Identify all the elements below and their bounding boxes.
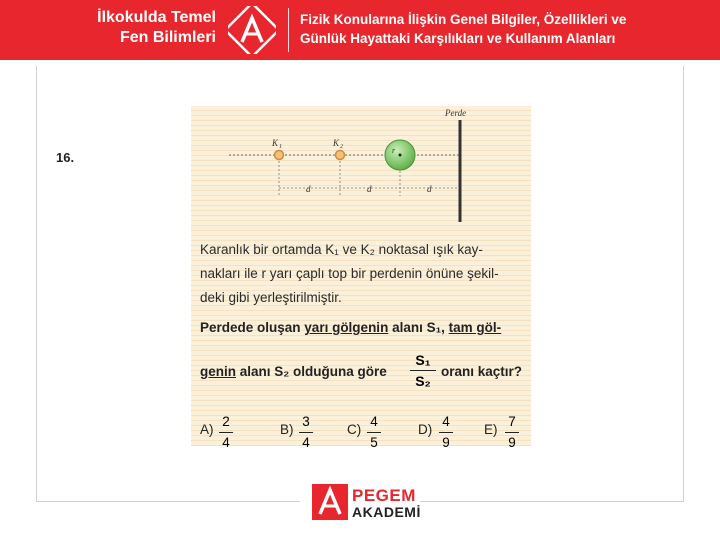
option-b-fraction [299,414,313,451]
option-a-num: 2 [222,414,230,429]
question-body-line2: nakları ile r yarı çaplı top bir perdenin önüne şekil- [200,266,499,281]
prompt-yari-golge: yarı gölgenin [304,320,389,335]
pegem-a-logo-icon [228,6,276,54]
option-c-fraction [367,414,381,451]
prompt-part-b: alanı S₂ olduğuna göre [236,364,387,379]
option-a-label: A) [200,422,214,437]
option-d-label: D) [418,422,433,437]
option-b-label: B) [280,422,294,437]
option-b-den: 4 [302,435,310,450]
radius-label: r [392,146,396,155]
option-d-den: 9 [442,435,450,450]
ball-center [399,154,402,157]
header-right-title-line1: Fizik Konularına İlişkin Genel Bilgiler, Özellikleri ve [300,12,627,27]
prompt-tam-golge: tam göl- [448,320,502,335]
prompt-part-c: alanı S₁, [388,320,449,335]
question-prompt-line2 [200,364,387,379]
option-c-den: 5 [370,435,378,450]
distance-d3: d [427,184,432,194]
frame-left-line [36,66,37,502]
option-c[interactable] [347,422,361,437]
header-left-title-line1: İlkokulda Temel [97,9,216,26]
header-divider [288,8,289,52]
header-left-title [96,8,216,48]
ratio-numerator: S₁ [415,352,431,368]
option-d[interactable] [418,422,432,437]
question-prompt-line1 [200,320,501,335]
pegem-a-logo-icon [312,484,348,520]
option-a[interactable] [200,422,214,437]
k1-label: K [272,138,279,148]
option-e-num: 7 [508,414,516,429]
footer-brand [312,484,421,524]
footer-brand-line2: AKADEMİ [352,504,421,520]
option-a-bar [219,432,233,433]
ratio-fraction [410,352,436,389]
header-right-title-line2: Günlük Hayattaki Karşılıkları ve Kullanım Alanları [300,31,616,46]
question-body [200,238,530,310]
option-e-bar [505,432,519,433]
option-d-fraction [439,414,453,451]
k1-light-source [275,151,284,160]
frame-bottom-right-line [420,501,684,502]
k2-sub: 2 [340,144,343,150]
prompt-part-a: Perdede oluşan [200,320,305,335]
option-e[interactable] [484,422,498,437]
distance-d2: d [367,184,372,194]
option-e-fraction [505,414,519,451]
header-bar [0,0,720,60]
option-e-den: 9 [508,435,516,450]
distance-d1: d [306,184,311,194]
option-d-num: 4 [442,414,450,429]
option-b-num: 3 [302,414,310,429]
k2-label: K [333,138,340,148]
question-body-line1: Karanlık bir ortamda K₁ ve K₂ noktasal ışık kay- [200,242,483,257]
option-d-bar [439,432,453,433]
option-c-num: 4 [370,414,378,429]
option-b-bar [299,432,313,433]
ratio-denominator: S₂ [415,373,431,389]
frame-bottom-left-line [36,501,300,502]
option-c-bar [367,432,381,433]
k2-light-source [336,151,345,160]
perde-label: Perde [445,108,467,118]
k1-sub: 1 [279,144,282,150]
prompt-genin: genin [200,364,236,379]
question-prompt-end: oranı kaçtır? [441,364,523,379]
question-number: 16. [56,150,75,165]
option-e-label: E) [484,422,498,437]
header-right-title [300,10,710,48]
frame-right-line [683,66,684,502]
option-c-label: C) [347,422,362,437]
question-body-line3: deki gibi yerleştirilmiştir. [200,290,342,305]
option-b[interactable] [280,422,294,437]
option-a-den: 4 [222,435,230,450]
header-left-title-line2: Fen Bilimleri [119,29,216,46]
shadow-diagram [191,106,531,231]
footer-brand-line1: PEGEM [352,486,416,505]
option-a-fraction [219,414,233,451]
ratio-bar [410,370,436,371]
